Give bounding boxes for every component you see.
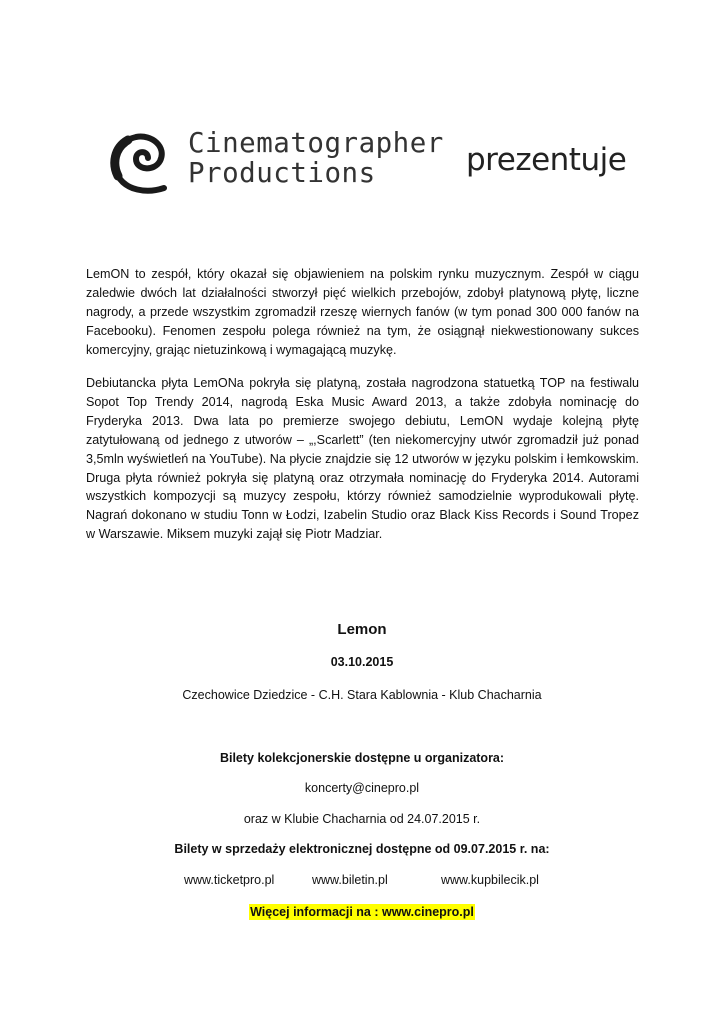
event-venue: Czechowice Dziedzice - C.H. Stara Kablownia - Klub Chacharnia: [182, 688, 542, 702]
logo-line-1: Cinematographer: [188, 127, 444, 159]
presents-heading: prezentuje: [466, 142, 627, 178]
club-sale-info: oraz w Klubie Chacharnia od 24.07.2015 r.: [243, 812, 481, 826]
online-sale-heading: Bilety w sprzedaży elektronicznej dostępne od 09.07.2015 r. na:: [174, 842, 550, 856]
event-title: Lemon: [337, 621, 387, 638]
kupbilecik-link[interactable]: www.kupbilecik.pl: [441, 873, 539, 887]
company-logo-text: [188, 128, 444, 188]
collector-tickets-heading: Bilety kolekcjonerskie dostępne u organizatora:: [219, 751, 505, 765]
event-date: 03.10.2015: [330, 655, 394, 669]
organizer-email-link[interactable]: koncerty@cinepro.pl: [304, 781, 420, 795]
more-info-line: [0, 903, 724, 921]
ticketpro-link[interactable]: www.ticketpro.pl: [184, 873, 275, 887]
album-description-paragraph: Debiutancka płyta LemONa pokryła się platyną, została nagrodzona statuetką TOP na festiwalu Sopot Top Trendy 2014, nagrodą Eska Music Award 2013, a także zdobyła nominację do Fryderyka 2013. Dwa lata po premierze swojego debiutu, LemON wydaje kolejną płytę zatytułowaną od jednego z utworów – „,Scarlett” (ten niekomercyjny utwór zgromadził już ponad 3,5mln wyświetleń na YouTube). Na płycie znajdzie się 12 utworów w języku polskim i łemkowskim. Druga płyta również pokryła się platyną oraz otrzymała nominację do Fryderyka 2014. Autorami wszystkich kompozycji są muzycy zespołu, którzy również samodzielnie wyprodukowali płytę. Nagrań dokonano w studiu Tonn w Łodzi, Izabelin Studio oraz Black Kiss Records i Sound Tropez w Warszawie. Miksem muzyki zajął się Piotr Madziar.: [86, 376, 639, 542]
band-description-paragraph: LemON to zespół, który okazał się objawieniem na polskim rynku muzycznym. Zespół w ciągu zaledwie dwóch lat działalności stworzył pięć wielkich przebojów, zdobył platynową płytę, liczne nagrody, a przede wszystkim zgromadził rzeszę wiernych fanów (w tym ponad 300 000 fanów na Facebooku). Fenomen zespołu polega również na tym, że osiągnął niekwestionowany sukces komercyjny, grając nietuzinkową i wymagającą muzykę.: [86, 267, 639, 357]
logo-line-2: Productions: [188, 157, 376, 189]
ticket-sites-row: [0, 873, 724, 891]
spiral-logo-icon: [104, 128, 180, 196]
more-info-highlight[interactable]: Więcej informacji na : www.cinepro.pl: [250, 905, 474, 919]
biletin-link[interactable]: www.biletin.pl: [312, 873, 388, 887]
